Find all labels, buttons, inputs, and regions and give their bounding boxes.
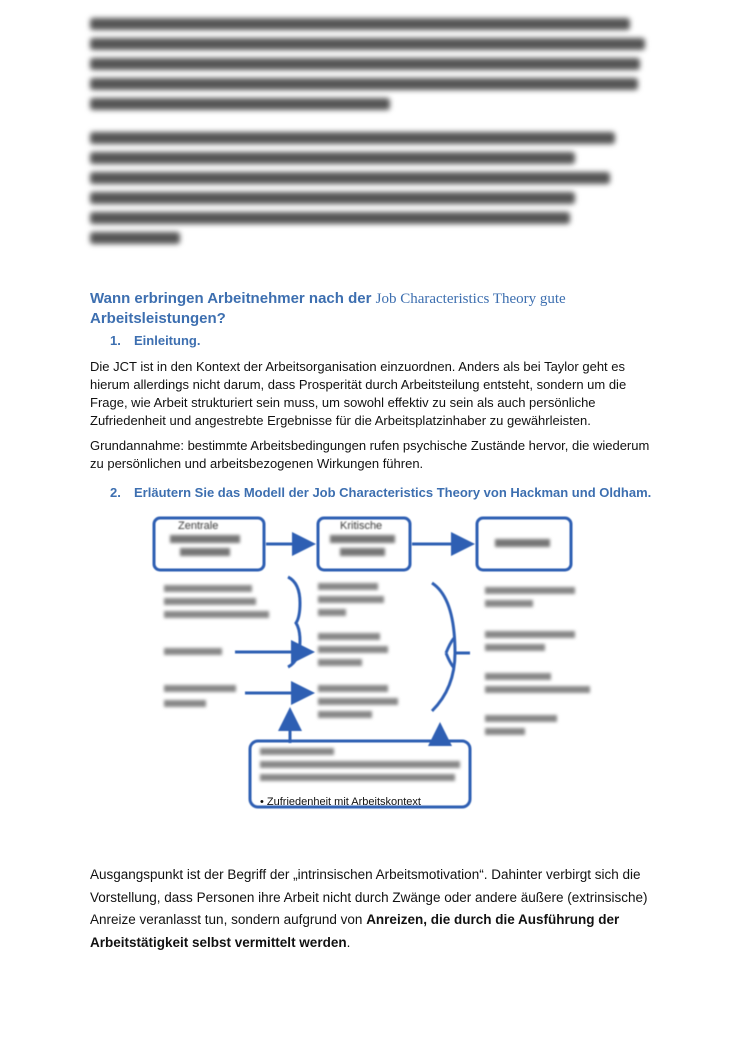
middle-column-2 [318, 633, 388, 666]
paragraph-intro: Die JCT ist in den Kontext der Arbeitsorganisation einzuordnen. Anders als bei Taylor geht es hierum allerdings nicht darum, dass Prosperität durch Arbeitsteilung entsteht, sondern um die Frage, wie Arbeit strukturiert sein muss, um sowohl effektiv zu sein als auch persönliche Zufriedenheit und angestrebte Ergebnisse für die Arbeitsplatzinhaber zu gewährleisten. [90, 359, 627, 428]
left-column-1 [164, 585, 274, 618]
subheading-number-2: 2. [110, 485, 121, 500]
right-column-4 [485, 715, 557, 735]
blurred-paragraph-1 [90, 14, 650, 110]
left-column-3 [164, 685, 236, 707]
right-column-3 [485, 673, 590, 693]
heading-bold: Wann erbringen Arbeitnehmer nach der [90, 290, 372, 307]
right-column-1 [485, 587, 575, 607]
heading-serif: Job Characteristics Theory gute [375, 291, 566, 307]
moderator-clear-item: • Zufriedenheit mit Arbeitskontext [260, 796, 421, 808]
middle-column-3 [318, 685, 398, 718]
paragraph-grundannahme: Grundannahme: bestimmte Arbeitsbedingungen rufen psychische Zustände hervor, die wiederum zu persönlichen und arbeitsbezogenen Wirkungen führen. [90, 438, 650, 471]
left-column-2 [164, 648, 222, 655]
paragraph-intrinsische-motivation [90, 864, 660, 954]
bottom-end: . [346, 934, 351, 950]
blurred-paragraph-2 [90, 128, 650, 244]
subheading-einleitung [110, 333, 200, 348]
bottom-text-1: Ausgangspunkt ist der Begriff der „intrinsischen Arbeitsmotivation“. Dahinter verbirgt sich die Vorstellung, dass Personen ihre Arbeit nicht durch Zwänge oder andere äußere (extrinsische) Anreize veranlasst tun, sondern aufgrund von [90, 867, 648, 927]
heading-bold-2: Arbeitsleistungen? [90, 310, 226, 327]
moderator-blurred [260, 748, 460, 781]
box1-blurred [170, 535, 250, 557]
right-column-2 [485, 631, 575, 651]
box3-blurred [495, 539, 555, 547]
section-heading [90, 289, 670, 329]
subheading-title: Einleitung. [134, 333, 201, 348]
box2-label: Kritische [340, 520, 383, 532]
jct-model-diagram [150, 513, 580, 813]
subheading-title-2: Erläutern Sie das Modell der Job Characteristics Theory von Hackman und Oldham. [134, 485, 652, 500]
middle-column-1 [318, 583, 384, 616]
bottom-bold: Anreizen, die durch die Ausführung der Arbeitstätigkeit selbst vermittelt werden [90, 912, 620, 950]
box2-blurred [330, 535, 400, 557]
subheading-number: 1. [110, 333, 121, 348]
box1-label: Zentrale [178, 520, 219, 532]
subheading-modell [110, 485, 651, 500]
